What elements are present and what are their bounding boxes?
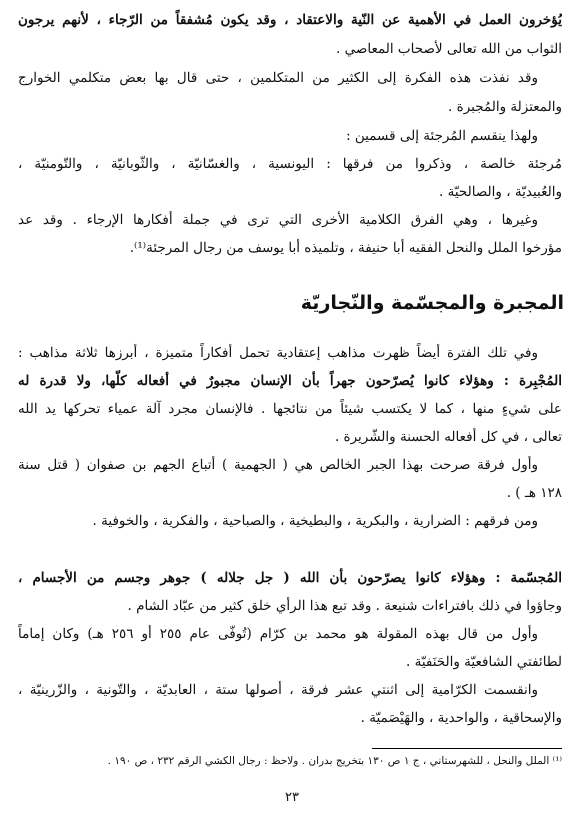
text-line: على شيءٍ منها ، كما لا يكتسب شيئاً من نتائجها . فالإنسان مجرد آلة عمياء تحركها يد الله (18, 401, 562, 417)
text-line: وأول من قال بهذه المقولة هو محمد بن كرّام (تُوفّى عام ٢٥٥ أو ٢٥٦ هـ) وكان إماماً (18, 626, 538, 642)
text-line: والمعتزلة والمُجبرة . (448, 99, 562, 115)
text-line: وأول فرقة صرحت بهذا الجبر الخالص هي ( الجهمية ) أتباع الجهم بن صفوان ( قتل سنة (18, 457, 538, 473)
text-line: وغيرها ، وهي الفرق الكلامية الأخرى التي ترى في جملة أفكارها الإرجاء . وقد عد (18, 212, 538, 228)
text-line: يُؤخرون العمل في الأهمية عن النّية والاعتقاد ، وقد يكون مُشفقاً من الرّجاء ، لأنهم يرجون (18, 12, 562, 28)
text-line: وفي تلك الفترة أيضاً ظهرت مذاهب إعتقادية تحمل أفكاراً متميزة ، أبرزها ثلاثة مذاهب : (18, 345, 538, 361)
text-line: ومن فرقهم : الضرارية ، والبكرية ، والبطيخية ، والصباحية ، والفكرية ، والخوفية . (92, 513, 538, 529)
text-line: ولهذا ينقسم المُرجئة إلى قسمين : (346, 128, 538, 144)
text-line: لطائفتي الشافعيّة والحَنَفيّة . (406, 654, 562, 670)
text-line: ١٢٨ هـ ) . (506, 485, 562, 501)
text-line: والإسحاقية ، والواحدية ، والهَيْصَميّة . (360, 710, 562, 726)
text-line: الثواب من الله تعالى لأصحاب المعاصي . (336, 41, 562, 57)
text-line: مُرجئة خالصة ، وذكروا من فرقها : اليونسية ، والغسّانيّة ، والثّوبانيّة ، والتّومنيّة ، (18, 156, 562, 172)
section-heading: المجبرة والمجسّمة والنّجاريّة (300, 292, 564, 314)
text-line: وجاؤوا في ذلك بافتراءات شنيعة . وقد تبع هذا الرأي خلق كثير من عبّاد الشام . (127, 598, 562, 614)
footnote-divider (372, 748, 562, 749)
text-line: تعالى ، في كل أفعاله الحسنة والشّريرة . (334, 429, 562, 445)
text-line: مؤرخوا الملل والنحل الفقيه أبا حنيفة ، وتلميذه أبا يوسف من رجال المرجئة⁽¹⁾. (129, 240, 562, 256)
footnote: ⁽¹⁾ الملل والنحل ، للشهرستاني ، ج ١ ص ١٣٠ بتخريج بدران . ولاحظ : رجال الكشي الرقم ٢٣٢ ، ص ١٩٠ . (107, 755, 562, 767)
page-number: ٢٣ (285, 790, 299, 805)
text-line: وانقسمت الكرّامية إلى اثنتي عشر فرقة ، أصولها ستة ، العابديّة ، والتّونية ، والزّرينيّة ، (18, 682, 538, 698)
text-line: وقد نفذت هذه الفكرة إلى الكثير من المتكلمين ، حتى قال بها بعض متكلمي الخوارج (18, 70, 538, 86)
text-line: والعُبيديّة ، والصالحيّة . (439, 184, 562, 200)
text-line: المُجْبِرة : وهؤلاء كانوا يُصرّحون جهراً بأن الإنسان مجبورٌ في أفعاله كلّها، ولا قدرة له (18, 373, 562, 389)
text-line: المُجسّمة : وهؤلاء كانوا يصرّحون بأن الله ( جل جلاله ) جوهر وجسم من الأجسام ، (18, 570, 562, 586)
